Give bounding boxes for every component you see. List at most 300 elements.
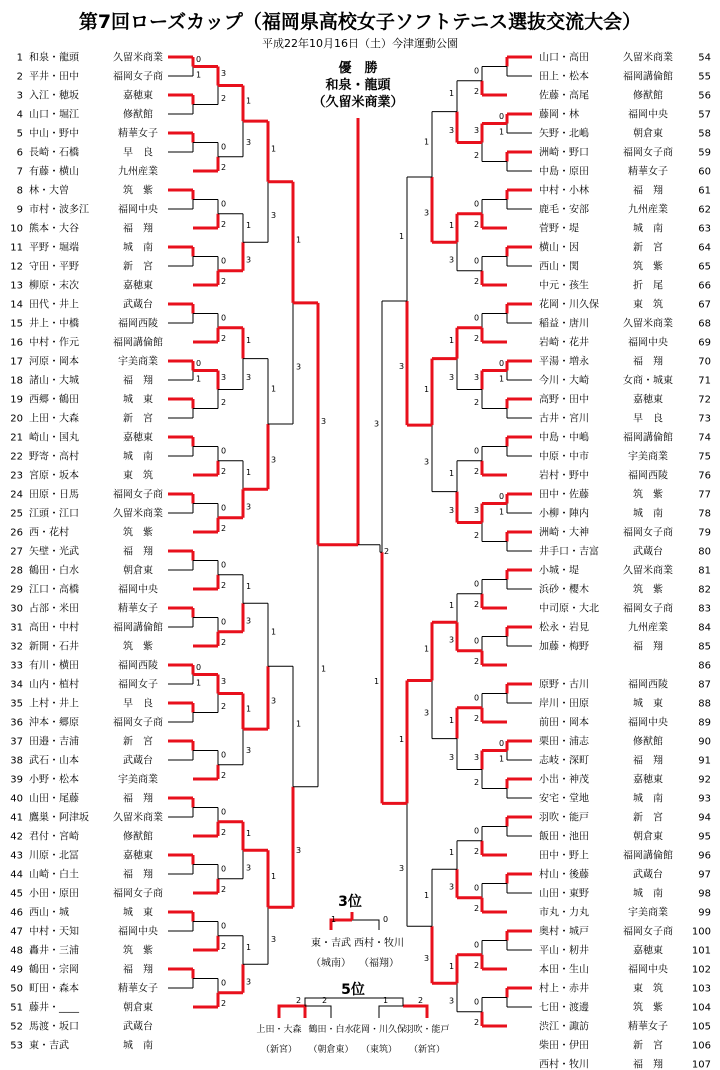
entry-school: 東 筑 (123, 470, 153, 482)
entry-number: 77 (698, 489, 711, 501)
entry-number: 54 (698, 52, 711, 64)
entry-number: 72 (698, 394, 711, 406)
entry-pair: 熊本・大谷 (29, 223, 79, 235)
entry-pair: 志岐・深町 (539, 755, 589, 767)
fifth-score: 2 (322, 996, 328, 1005)
match-score: 2 (221, 466, 227, 476)
match-score: 3 (221, 677, 227, 686)
entry-number: 69 (698, 337, 711, 349)
match-score: 3 (221, 69, 227, 78)
entry-pair: 小野・松本 (29, 774, 79, 786)
match-score: 1 (246, 582, 252, 591)
entry-school: 精華女子 (628, 166, 668, 178)
entry-pair: 奥村・城戸 (539, 926, 589, 938)
entry-school: 福岡女子商 (113, 489, 163, 501)
entry-number: 84 (698, 622, 711, 634)
match-score: 2 (221, 637, 227, 647)
entry-number: 82 (698, 584, 711, 596)
entry-school: 武蔵台 (633, 546, 663, 558)
entry-school: 武蔵台 (123, 755, 153, 767)
entry-pair: 小城・堤 (539, 565, 579, 577)
entry-pair: 小田・原田 (29, 888, 79, 900)
entry-school: 筑 紫 (123, 641, 153, 653)
entry-pair: 宮原・坂本 (29, 470, 79, 482)
entry-school: 城 南 (633, 793, 663, 805)
entry-pair: 中原・中市 (539, 451, 589, 463)
entry-pair: 江頭・江口 (29, 508, 79, 520)
fifth-entry-school: （東筑） (360, 1045, 398, 1055)
entry-number: 14 (10, 299, 23, 311)
match-score: 0 (221, 807, 227, 817)
entry-number: 15 (10, 318, 23, 330)
entry-number: 29 (10, 584, 23, 596)
match-score: 3 (271, 210, 277, 220)
match-score: 2 (474, 86, 480, 96)
entry-school: 早 良 (633, 413, 663, 425)
entry-pair: 原野・古川 (539, 679, 589, 691)
match-score: 3 (474, 753, 480, 762)
match-score: 0 (474, 579, 480, 589)
match-score: 1 (449, 336, 455, 346)
match-score: 3 (424, 953, 430, 963)
entry-number: 46 (10, 907, 23, 919)
entry-number: 52 (10, 1021, 23, 1033)
entry-pair: 中司原・大北 (539, 603, 599, 615)
third-score-right: 0 (383, 915, 389, 924)
match-score: 1 (499, 374, 505, 384)
entry-school: 朝倉東 (123, 565, 153, 577)
entry-pair: 井手口・吉富 (539, 546, 599, 558)
entry-pair: 松永・岩見 (539, 622, 589, 634)
entry-school: 精華女子 (628, 1021, 668, 1033)
third-line (352, 920, 379, 930)
entry-number: 42 (10, 831, 23, 843)
match-score: 1 (196, 374, 202, 384)
entry-school: 武蔵台 (123, 1021, 153, 1033)
entry-school: 城 南 (123, 1040, 153, 1052)
match-score: 0 (221, 503, 227, 513)
entry-number: 104 (691, 1002, 711, 1014)
entry-pair: 村上・赤井 (539, 983, 589, 995)
match-score: 3 (449, 506, 455, 516)
match-score: 3 (424, 208, 430, 218)
entry-number: 39 (10, 774, 23, 786)
match-score: 0 (221, 142, 227, 152)
entry-pair: 中島・中嶋 (539, 432, 589, 444)
match-score: 3 (399, 362, 405, 372)
match-score: 0 (221, 256, 227, 266)
third-right-school: （福翔） (359, 958, 399, 969)
entry-school: 福岡中央 (118, 926, 158, 938)
entry-number: 41 (10, 812, 23, 824)
entry-number: 57 (698, 109, 711, 121)
entry-pair: 稲益・唐川 (539, 318, 589, 330)
entry-pair: 崎山・国丸 (29, 432, 79, 444)
entry-pair: 沖本・郷原 (29, 717, 79, 729)
entry-pair: 鹿毛・安部 (539, 204, 589, 216)
entry-number: 64 (698, 242, 711, 254)
third-right-pair: 西村・牧川 (354, 938, 404, 949)
third-left-school: （城南） (311, 958, 351, 969)
match-score: 1 (499, 127, 505, 137)
entry-pair: 洲崎・大神 (539, 527, 589, 539)
entry-school: 福岡女子商 (113, 717, 163, 729)
match-score: 1 (296, 235, 302, 245)
entry-pair: 西村・牧川 (539, 1059, 589, 1070)
entry-pair: 岸川・田原 (539, 698, 589, 710)
entry-number: 17 (10, 356, 23, 368)
entry-number: 63 (698, 223, 711, 235)
entry-number: 23 (10, 470, 23, 482)
entry-pair: 入江・穂坂 (29, 90, 79, 102)
entry-school: 城 東 (633, 698, 663, 710)
entry-pair: 有藤・横山 (29, 166, 79, 178)
entry-number: 16 (10, 337, 23, 349)
entry-number: 36 (10, 717, 23, 729)
match-score: 2 (474, 713, 480, 723)
entry-pair: 浜砂・櫻木 (539, 584, 589, 596)
entry-number: 51 (10, 1002, 23, 1014)
entry-pair: 市丸・力丸 (539, 907, 589, 919)
entry-pair: 藤井・____ (29, 1002, 79, 1014)
entry-school: 筑 紫 (123, 945, 153, 957)
match-score: 3 (449, 255, 455, 265)
entry-number: 12 (10, 261, 23, 273)
match-score: 3 (449, 996, 455, 1006)
match-score: 3 (246, 863, 252, 873)
entry-school: 久留米商業 (623, 565, 673, 577)
match-score: 1 (449, 601, 455, 610)
entry-number: 79 (698, 527, 711, 539)
entry-pair: 矢壁・光武 (29, 546, 79, 558)
match-score: 1 (271, 871, 277, 881)
match-score: 1 (271, 384, 277, 394)
match-score: 3 (221, 373, 227, 382)
entry-pair: 前田・岡本 (539, 717, 589, 729)
match-score: 1 (246, 96, 252, 106)
entry-pair: 山崎・白土 (29, 869, 79, 881)
entry-pair: 平湯・増永 (539, 356, 589, 368)
match-score: 0 (221, 313, 227, 323)
fifth-score: 1 (383, 996, 389, 1005)
entry-school: 城 東 (123, 907, 153, 919)
entry-school: 女商・城東 (623, 375, 673, 387)
entry-number: 44 (10, 869, 23, 881)
match-score: 1 (246, 943, 252, 952)
entry-pair: 田原・日馬 (29, 489, 79, 501)
match-score: 3 (246, 616, 252, 626)
match-score: 0 (474, 883, 480, 893)
entry-number: 90 (698, 736, 711, 748)
entry-number: 87 (698, 679, 711, 691)
entry-pair: 馬渡・坂口 (29, 1021, 79, 1033)
entry-pair: 佐藤・高尾 (539, 90, 589, 102)
entry-school: 福 翔 (633, 185, 663, 197)
entry-school: 朝倉東 (633, 128, 663, 140)
entry-pair: 中山・野中 (29, 128, 79, 140)
fifth-entry-pair: 上田・大森 (256, 1025, 302, 1035)
entry-pair: 鷹巣・阿津坂 (29, 812, 89, 824)
entry-pair: 岩崎・花井 (539, 337, 589, 349)
entry-number: 61 (698, 185, 711, 197)
match-score: 0 (474, 313, 480, 323)
match-score: 0 (196, 662, 202, 672)
bracket-lines (168, 55, 532, 1027)
entry-number: 45 (10, 888, 23, 900)
entry-school: 東 筑 (633, 299, 663, 311)
entry-school: 久留米商業 (623, 318, 673, 330)
match-score: 0 (221, 921, 227, 931)
entry-number: 47 (10, 926, 23, 938)
entry-pair: 本田・生山 (539, 964, 589, 976)
match-score: 0 (221, 750, 227, 760)
entry-school: 朝倉東 (633, 831, 663, 843)
entry-number: 97 (698, 869, 711, 881)
entry-number: 30 (10, 603, 23, 615)
entry-number: 70 (698, 356, 711, 368)
entry-pair: 小柳・陣内 (539, 508, 589, 520)
entry-school: 筑 紫 (123, 185, 153, 197)
entry-number: 55 (698, 71, 711, 83)
entry-number: 2 (16, 71, 23, 83)
entry-school: 東 筑 (633, 983, 663, 995)
entry-number: 94 (698, 812, 711, 824)
match-score: 1 (246, 468, 252, 477)
match-score: 3 (449, 882, 455, 892)
entry-number: 37 (10, 736, 23, 748)
entry-number: 5 (16, 128, 23, 140)
match-score: 0 (221, 560, 227, 570)
entry-school: 宇美商業 (628, 451, 668, 463)
entry-school: 福 翔 (633, 356, 663, 368)
entry-pair: 矢野・北嶋 (539, 128, 589, 140)
match-score: 3 (424, 457, 430, 467)
entry-pair: 山田・尾藤 (29, 793, 79, 805)
match-score: 1 (196, 678, 202, 688)
entry-pair: 柴田・伊田 (539, 1040, 589, 1052)
entry-school: 新 宮 (123, 736, 153, 748)
match-score: 1 (296, 719, 302, 729)
fifth-line (379, 1006, 403, 1018)
entry-pair: 高野・田中 (539, 394, 589, 406)
entry-pair: 上村・井上 (29, 698, 79, 710)
champion-pair: 和泉・龍頭 (325, 78, 391, 93)
entry-pair: 市村・波多江 (29, 204, 89, 216)
match-score: 3 (246, 977, 252, 987)
entry-pair: 洲崎・野口 (539, 147, 589, 159)
entry-school: 福 翔 (633, 641, 663, 653)
entry-number: 58 (698, 128, 711, 140)
match-score: 2 (221, 702, 227, 711)
match-score: 1 (449, 716, 455, 726)
match-score: 3 (449, 635, 455, 645)
third-left-pair: 東・吉武 (311, 938, 351, 949)
entry-school: 久留米商業 (113, 812, 163, 824)
entry-number: 26 (10, 527, 23, 539)
entry-number: 33 (10, 660, 23, 672)
entry-number: 71 (698, 375, 711, 387)
match-score: 0 (499, 111, 505, 121)
match-score: 1 (246, 704, 252, 714)
entry-number: 35 (10, 698, 23, 710)
entry-number: 102 (691, 964, 711, 976)
match-score: 2 (474, 960, 480, 970)
match-score: 3 (474, 126, 480, 135)
entry-pair: 長崎・石橋 (29, 147, 79, 159)
entry-number: 67 (698, 299, 711, 311)
entry-pair: 新開・石井 (29, 641, 79, 653)
match-score: 1 (424, 890, 430, 900)
match-score: 2 (474, 778, 480, 787)
fifth-place-block (256, 981, 449, 1055)
entry-number: 27 (10, 546, 23, 558)
entry-school: 福岡女子商 (623, 603, 673, 615)
entry-number: 50 (10, 983, 23, 995)
entry-number: 91 (698, 755, 711, 767)
match-score: 2 (474, 466, 480, 476)
match-score: 0 (221, 446, 227, 456)
match-score: 0 (221, 617, 227, 627)
match-score: 0 (474, 826, 480, 836)
match-score: 3 (246, 137, 252, 147)
entry-school: 新 宮 (633, 1040, 663, 1052)
entry-school: 福岡講倫館 (623, 850, 673, 862)
match-score: 0 (474, 940, 480, 950)
entry-school: 九州産業 (118, 166, 158, 178)
entry-school: 武蔵台 (123, 299, 153, 311)
entry-school: 九州産業 (628, 204, 668, 216)
entry-number: 68 (698, 318, 711, 330)
entry-number: 66 (698, 280, 711, 292)
entry-school: 精華女子 (118, 603, 158, 615)
third-place-block (311, 893, 404, 969)
match-score: 2 (221, 884, 227, 894)
entry-pair: 武石・山本 (29, 755, 79, 767)
entry-number: 53 (10, 1040, 23, 1052)
match-score: 3 (374, 419, 380, 429)
entry-pair: 小出・神茂 (539, 774, 589, 786)
entry-school: 嘉穂東 (123, 850, 153, 862)
entry-school: 福岡西陵 (628, 470, 668, 482)
fifth-place-label: 5位 (341, 982, 365, 998)
match-score: 0 (474, 199, 480, 209)
match-score: 3 (424, 708, 430, 718)
match-score: 2 (221, 523, 227, 533)
entry-number: 10 (10, 223, 23, 235)
entry-pair: 有川・横田 (29, 660, 79, 672)
match-score: 2 (221, 162, 227, 172)
entry-pair: 菅野・堤 (539, 223, 579, 235)
entry-school: 福 翔 (123, 223, 153, 235)
match-score: 2 (221, 398, 227, 407)
entry-school: 福岡講倫館 (113, 337, 163, 349)
entry-number: 3 (16, 90, 23, 102)
entry-pair: 守田・平野 (29, 261, 79, 273)
match-score: 2 (474, 903, 480, 913)
match-score: 1 (321, 664, 327, 674)
match-score: 3 (246, 373, 252, 383)
entry-pair: 河原・岡本 (29, 356, 79, 368)
match-score: 2 (474, 656, 480, 666)
match-score: 0 (474, 693, 480, 703)
match-score: 1 (246, 336, 252, 346)
entry-school: 城 南 (123, 451, 153, 463)
match-score: 1 (449, 962, 455, 971)
entry-school: 福岡西陵 (628, 679, 668, 691)
fifth-entry-school: （朝倉東） (308, 1045, 354, 1055)
match-score: 1 (271, 627, 277, 637)
entry-school: 福岡中央 (118, 204, 158, 216)
match-score: 1 (246, 221, 252, 230)
fifth-entry-pair: 鶴田・白水 (308, 1025, 354, 1035)
entry-school: 福岡中央 (118, 584, 158, 596)
match-score: 3 (321, 416, 327, 426)
fifth-score: 2 (296, 996, 302, 1005)
match-score: 0 (221, 864, 227, 874)
fifth-entry-school: （新宮） (260, 1045, 298, 1055)
entry-school: 福岡中央 (628, 109, 668, 121)
entry-number: 22 (10, 451, 23, 463)
entry-pair: 中村・天知 (29, 926, 79, 938)
entry-number: 31 (10, 622, 23, 634)
entry-number: 43 (10, 850, 23, 862)
entry-number: 13 (10, 280, 23, 292)
match-score: 0 (196, 358, 202, 368)
entry-number: 73 (698, 413, 711, 425)
entry-pair: 江口・高橋 (29, 584, 79, 596)
entry-number: 20 (10, 413, 23, 425)
entry-school: 久留米商業 (623, 52, 673, 64)
entry-number: 19 (10, 394, 23, 406)
entry-number: 78 (698, 508, 711, 520)
entry-pair: 柳原・末次 (29, 280, 79, 292)
entry-school: 精華女子 (118, 983, 158, 995)
match-score: 2 (474, 531, 480, 540)
entry-pair: 占部・米田 (29, 603, 79, 615)
entry-pair: 加藤・梅野 (539, 641, 589, 653)
entry-number: 95 (698, 831, 711, 843)
entry-number: 38 (10, 755, 23, 767)
champion-school: （久留米商業） (312, 95, 404, 110)
entry-number: 40 (10, 793, 23, 805)
entry-school: 福 翔 (123, 375, 153, 387)
entry-school: 嘉穂東 (123, 90, 153, 102)
entry-school: 新 宮 (123, 413, 153, 425)
champion-block (312, 60, 403, 110)
entry-pair: 平山・籾井 (539, 945, 589, 957)
entry-number: 98 (698, 888, 711, 900)
entry-pair: 羽吹・能戸 (539, 812, 589, 824)
entry-number: 32 (10, 641, 23, 653)
page-subtitle: 平成22年10月16日（土）今津運動公園 (262, 37, 458, 50)
match-score: 0 (474, 636, 480, 646)
match-score: 0 (499, 491, 505, 501)
entry-school: 九州産業 (628, 622, 668, 634)
match-score: 1 (449, 848, 455, 857)
match-score: 2 (474, 846, 480, 856)
entry-pair: 栗田・浦志 (539, 736, 589, 748)
match-score: 2 (221, 219, 227, 229)
match-score: 2 (474, 333, 480, 343)
entry-school: 福岡女子商 (113, 888, 163, 900)
entry-number: 65 (698, 261, 711, 273)
entry-number: 75 (698, 451, 711, 463)
entry-number: 11 (10, 242, 23, 254)
entry-pair: 川原・北冨 (29, 850, 79, 862)
entry-number: 34 (10, 679, 23, 691)
entry-pair: 山内・植村 (29, 679, 79, 691)
match-score: 1 (196, 70, 202, 80)
